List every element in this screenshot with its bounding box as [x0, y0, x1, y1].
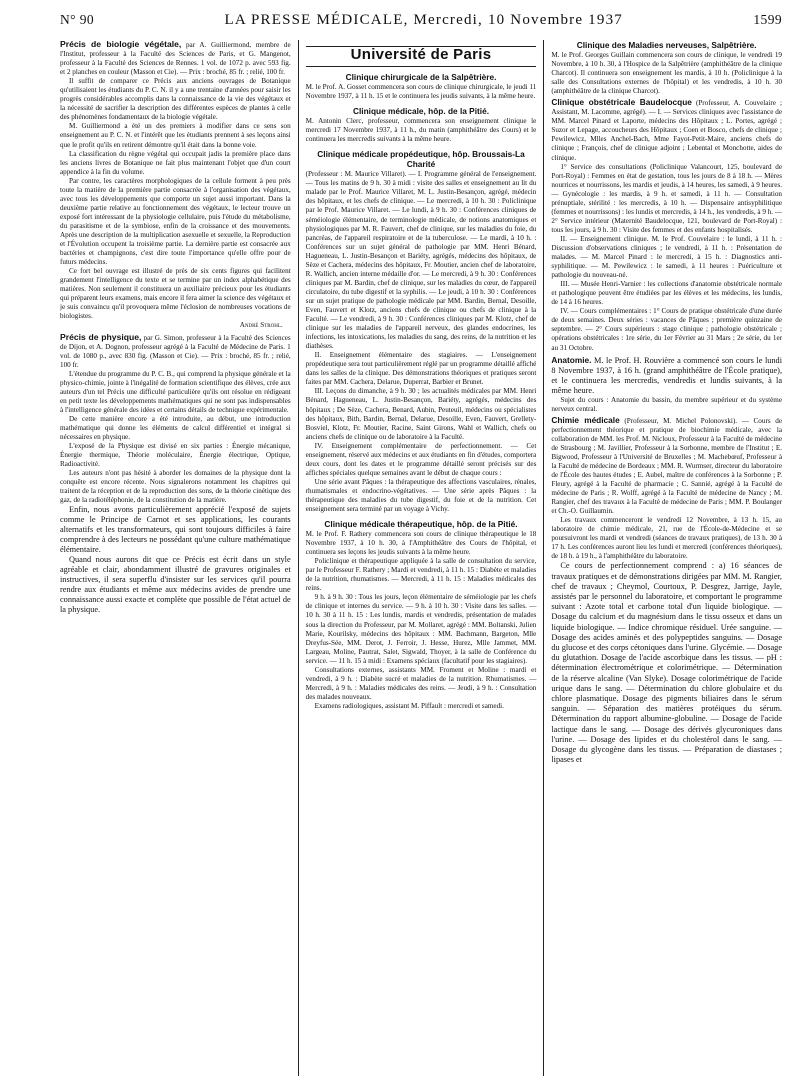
book-title: Précis de physique,: [60, 331, 142, 342]
paragraph: IV. Enseignement complémentaire de perfectionnement. — Cet enseignement, réservé aux médecins et aux étudiants en fin d'études, comportera deux cours, dont les dates et le programme détaillé seront précisés sur des affiches spéciales quelque semaines avant le début de chaque cours :: [305, 441, 537, 477]
paragraph: Policlinique et thérapeutique appliquée à la salle de consultation du service, par le Professeur F. Rathery ; Mardi et vendredi, à 11 h. 15 : Diabète et maladies de la nutrition, rhumatismes. — Mercredi, à 11 h. 15 : Maladies médicales des reins.: [305, 557, 537, 593]
page-header: [60, 12, 782, 34]
book-title: Précis de biologie végétale,: [60, 40, 182, 49]
paragraph: Il suffit de comparer ce Précis aux anciens ouvrages de Botanique qu'utilisaient les étudiants du P. C. N. il y a une trentaine d'années pour saisir les progrès considérables accomplis dans la connaissance de la vie des végétaux et la nécessité de sacrifier la description des différentes espèces de plantes à celle des phénomènes fondamentaux de la biologie végétale.: [60, 77, 291, 122]
course-heading: Anatomie.: [551, 354, 592, 365]
course-block: [551, 355, 782, 396]
column-1: [60, 40, 298, 1076]
paragraph: 9 h. à 9 h. 30 : Tous les jours, leçon élémentaire de séméiologie par les chefs de clinique et internes du service. — 9 h. à 10 h. 30 : Visite dans les salles. — 10 h. 30 à 11 h. 15 : Les lundis, mardis et vendredis, présentation de malades sous la direction du Professeur, par M. Mollaret, agrégé : MM. Boltanski, Julien Marie, Kourilsky, médecins des hôpitaux : MM. Bachmann, Bargeton, Mlle Dreyfus-Sée, MM. Derot, J. Ferroir, J. Hesse, Hurez, Mlle Jammet, MM. Largeau, Moline, Pautrat, Salet, Sigwald, Thoyer, à la salle de Conférence du service. — 11 h. 15 à midi : Examens spéciaux (facultatif pour les stagiaires).: [305, 593, 537, 665]
issue-number: N° 90: [60, 12, 95, 27]
paragraph: (Professeur, M. Michel Polonovski). — Cours de perfectionnement théorique et pratique de biochimie médicale, avec la collaboration de MM. les Prof. M. Nicloux, Professeur à la Faculté de médecine de Strasbourg ; M. Javillier, Professeur à la Sorbonne, membre de l'Institut ; E. Bigwood, Professeur à l'Université de Bruxelles ; M. Machebœuf, Professeur à la Faculté de médecine de Bordeaux ; MM. R. Wurmser, directeur du laboratoire de l'École des hautes études ; E. Aubel, maître de conférences à la Sorbonne ; P. Fleury, agrégé à la Faculté de pharmacie ; C. Sannié, agrégé à la Faculté de médecine de Paris ; R. Wolff, agrégé à la Faculté de médecine de Nancy ; M. Rangier, chef des travaux à la Faculté de médecine de Paris ; MM. P. Boulanger et Ch.-O. Guillaumin.: [551, 416, 783, 516]
book-reference: par G. Simon, professeur à la Faculté des Sciences de Dijon, et A. Dognon, professeur agrégé à la Faculté de Médecine de Paris. 1 vol. de 1080 p., avec 830 fig. (Masson et Cie). — Prix : broché, 85 fr. ; relié, 100 fr.: [60, 333, 291, 369]
masthead-title: LA PRESSE MÉDICALE: [224, 12, 404, 28]
column-3: [543, 40, 782, 1076]
paragraph: 1° Service des consultations (Policlinique Valancourt, 125, boulevard de Port-Royal) : Femmes en état de gestation, tous les jours de 8 à 18 h. — Mères nourrices et nourrissons, les mardis et jeudis, à 14 heures, les samedi, à 9 heures. — Gynécologie : les mardis, à 9 h. et samedi, à 11 h. — Consultation prénuptiale, stérilité : les mercredis, à 10 h. — Dispensaire antisyphilitique (femmes et nourrissons) : les lundis et mercredis, à 14 h., les vendredis, à 9 h. — 2° Service intérieur (Maternité Baudelocque, 121, boulevard de Port-Royal) : tous les jours, à 9 h. 30 : Visite des femmes et des enfants hospitalisés.: [551, 162, 783, 234]
course-heading: Clinique médicale propédeutique, hôp. Broussais-La Charité: [317, 149, 525, 170]
course-heading: Clinique chirurgicale de la Salpêtrière.: [345, 72, 497, 83]
course-heading: Chimie médicale: [551, 414, 620, 425]
review-signature: André Strohl.: [239, 321, 283, 330]
paragraph: III. — Musée Henri-Varnier : les collections d'anatomie obstétricale normale et pathologique peuvent être étudiées par les élèves et les médecins, les lundis, de 14 à 16 heures.: [551, 280, 783, 307]
paragraph: La classification du règne végétal qui occupait jadis la première place dans les anciens livres de Botanique ne fait plus maintenant l'objet que d'un court appendice à la fin du volume.: [60, 149, 291, 176]
paragraph: L'exposé de la Physique est divisé en six parties : Énergie mécanique, Énergie thermique, Théorie moléculaire, Énergie électrique, Optique, Radioactivité.: [60, 442, 291, 469]
paragraph: M. le Prof. H. Rouvière a commencé son cours le lundi 8 Novembre 1937, à 16 h. (grand amphithéâtre de l'École pratique), et le continuera les mercredis, vendredis et lundis suivants, à la même heure.: [551, 355, 783, 395]
university-title: Université de Paris: [350, 46, 492, 63]
book-reference: par A. Guilliermond, membre de l'Institut, professeur à la Faculté des Sciences de Paris, et G. Mangenot, professeur à la Faculté des Sciences de Rennes. 1 vol. de 1072 p. avec 593 fig. et 2 planches en couleur (Masson et Cie). — Prix : broché, 85 fr. ; relié, 100 fr.: [60, 41, 291, 77]
column-2: [298, 40, 544, 1076]
paragraph: M. le Prof. Georges Guillain commencera son cours de clinique, le vendredi 19 Novembre, à 10 h. 30, à l'Hospice de la Salpêtrière (amphithéâtre de la clinique Charcot). Il continuera son enseignement les mardis, à 10 h. (Policlinique à la salle des Consultations externes de l'hôpital) et les vendredis, à 10 h. 30 (amphithéâtre de la clinique Charcot).: [551, 51, 783, 96]
course-heading: Clinique médicale thérapeutique, hôp. de la Pitié.: [324, 519, 518, 530]
paragraph: (Professeur, A. Couvelaire ; Assistant, M. Lacomme, agrégé). — I. — Services cliniques avec l'assistance de MM. Marcel Pinard et Laporte, médecins des Hôpitaux ; L. Portes, agrégé ; Suzor et Lepage, accoucheurs des Hôpitaux ; Coen et Bosco, chefs de clinique ; Pewilewicz, Mlles Anchel-Bach, Mme Fayot-Petit-Maire, anciens chefs de clinique ; François, chef de clinique adjoint ; Lebental et Monchotte, aides de clinique.: [551, 99, 783, 162]
paragraph: Enfin, nous avons particulièrement apprécié l'exposé de sujets comme le Principe de Carnot et ses applications, les courants alternatifs et les transformateurs, qui sont toujours difficiles à faire comprendre à des lecteurs ne possédant qu'une culture mathématique élémentaire.: [60, 505, 291, 555]
columns: [60, 40, 782, 1076]
book-review-physics: [60, 333, 291, 370]
paragraph: Les auteurs n'ont pas hésité à aborder les domaines de la physique dont la conquête est encore récente. Nous signalerons notamment les chapitres qui traitent de la réception et de la reproduction des sons, de la théorie cinétique des gaz, de la radiotéléphonie, de la constitution de la matière.: [60, 469, 291, 505]
section-heading: [306, 46, 537, 67]
course-heading: Clinique des Maladies nerveuses, Salpêtrière.: [576, 40, 757, 50]
paragraph: Par contre, les caractères morphologiques de la cellule forment à peu près toute la matière de la première partie consacrée à l'organisation des végétaux, avec tous les développements que comporte un sujet aussi important. Dans la deuxième partie relative au fonctionnement des végétaux, le lecteur trouve un exposé fort intéressant de la physiologie cellulaire, puis l'étude du métabolisme, du parasitisme et de la symbiose, enfin de la croissance et des mouvements. Après une description de la multiplication asexuelle et sexuelle, la Reproduction et l'Évolution occupent la troisième partie. La dernière partie est consacrée aux bactéries et champignons, c'est dire toute l'importance qu'elle offre pour de futurs médecins.: [60, 176, 291, 267]
course-heading: Clinique obstétricale Baudelocque: [551, 97, 692, 108]
page-number: 1599: [753, 12, 782, 27]
paragraph: M. le Prof. A. Gosset commencera son cours de clinique chirurgicale, le jeudi 11 Novembre 1937, à 11 h. 15 et le continuera les jeudis suivants, à la même heure.: [305, 83, 537, 101]
paragraph: M. Guilliermond a été un des premiers à modifier dans ce sens son enseignement au P. C. N. et l'intérêt que les étudiants prennent à ses leçons ainsi que le profit qu'ils en retirent démontre qu'il était dans la bonne voie.: [60, 122, 291, 149]
paragraph: M. Antonin Clerc, professeur, commencera son enseignement clinique le mercredi 17 Novembre 1937, à 11 h., du matin (amphithéâtre des Cours) et le continuera les mercredis suivants à la même heure.: [305, 117, 537, 144]
paragraph: Ce cours de perfectionnement comprend : a) 16 séances de travaux pratiques et de démonstrations dirigées par MM. M. Rangier, chef de travaux ; Cheymol, Courtoux, P. Desgrez, Jarrige, Jayle, assistés par le personnel du laboratoire, et comportant le programme suivant : Azote total et carbone total d'un liquide biologique. — Dosage du calcium et du magnésium dans le tissu osseux et dans un liquide biologique. — Indice chromique résiduel. Urée sanguine. — Dosage des acides aminés et des polypeptides sanguins. — Dosage du glucose et des corps cétoniques dans l'urine. Glycémie. — Dosage du glutathion. Dosage de l'acide ascorbique dans les tissus. — pH : détermination électrométrique et colorimétrique. — Détermination de la réserve alcaline (Van Slyke). Dosage colorimétrique de l'acide urique dans le sang. — Détermination du chlore globulaire et du chlore plasmatique. Dosage des pigments biliaires dans le sérum sanguin. — Séparation des matières protéiques du sérum. Détermination du rapport albumine-globuline. — Dosage de l'acide lactique dans le sang. — Dosage des dérivés glycuroniques dans l'urine. — Dosage des lipides et du cholestérol dans le sang. — Dosage du glycogène dans les tissus. — Préparation de diastases ; lipases et: [551, 561, 783, 765]
paragraph: III. Leçons du dimanche, à 9 h. 30 ; les actualités médicales par MM. Henri Bénard, Hagueneau, L. Justin-Besançon, Bariéty, agrégés, médecins des hôpitaux ; De Sèze, Cachera, Benard, Aubin, Peuteuil, médecins ou spécialistes des hôpitaux, Bith, Bardin, Bernal, Delarue, Desoille, Even, Fauvert, Grellety-Bosviel, Klotz, Fr. Moutier, Racine, Saint Girons, Wahl et Wallich, chefs ou anciens chefs de clinique ou de laboratoire à la Faculté.: [305, 387, 537, 441]
paragraph: Une série avant Pâques : la thérapeutique des affections vasculaires, rénales, rhumatismales et endocrino-végétatives. — Une série après Pâques : la thérapeutique des maladies du tube digestif, du foie et de la nutrition. Cet enseignement sera terminé par un voyage à Vichy.: [305, 477, 537, 514]
course-block: [551, 416, 782, 517]
issue-date: Mercredi, 10 Novembre 1937: [413, 12, 623, 28]
paragraph: II. Enseignement élémentaire des stagiaires. — L'enseignement propédeutique sera tout particulièrement réglé par un programme détaillé affiché dans les salles de la clinique. Des démonstrations théoriques et pratiques seront faites par MM. Cachera, Delarue, Duperrat, Barbier et Brunet.: [305, 351, 537, 387]
paragraph: Ce fort bel ouvrage est illustré de près de six cents figures qui facilitent grandement l'intelligence du texte et se termine par un index alphabétique des matières. Non seulement il constituera un auxiliaire précieux pour les étudiants qui préparent leurs examens, mais encore il fera aimer la science des végétaux et je suis convaincu qu'il provoquera même l'éclosion de nombreuses vocations de biologistes.: [60, 267, 291, 321]
paragraph: M. le Prof. F. Rathery commencera son cours de clinique thérapeutique le 18 Novembre 1937, à 10 h. 30, à l'Amphithéâtre des Cours de l'hôpital, et continuera ses leçons les jeudis suivants à la même heure.: [305, 530, 537, 557]
paragraph: IV. — Cours complémentaires : 1° Cours de pratique obstétricale d'une durée de deux semaines. Deux séries : vacances de Pâques ; première quinzaine de septembre. — 2° Cours supérieurs : stage clinique ; pathologie obstétricale ; opérations obstétricales : 1re série, du 1er Février au 31 Mars ; 2e série, du 1er au 31 Octobre.: [551, 307, 783, 352]
paragraph: (Professeur : M. Maurice Villaret). — I. Programme général de l'enseignement. — Tous les matins de 9 h. 30 à midi : visite des salles et enseignement au lit du malade par le Prof. Maurice Villaret, M. L. Justin-Besançon, agrégé, médecin des hôpitaux, et les chefs de clinique. — Le mercredi, à 10 h. 30 : Policlinique par le Prof. Maurice Villaret. — Le lundi, à 9 h. 30 : Conférences cliniques de séméiologie élémentaire, de terminologie médicale, de notions anatomiques et physiologiques par M. R. Fauvert, chef de clinique, sur les maladies du foie, du pancréas, de l'appareil respiratoire et de la tuberculose. — Le mardi, à 10 h. : Conférences sur un sujet général de pathologie par MM. Henri Bénard, Hagueneau, L. Justin-Besançon et Bariéty, agrégés, médecins des hôpitaux, de Sèze et Cachera, médecins des hôpitaux, Fr. Moutier, ancien chef de laboratoire, R. Wallich, ancien interne médaille d'or. — Le mercredi, à 9 h. 30 : Conférences cliniques par M. Bardin, chef de clinique, sur les maladies du cœur, de l'appareil circulatoire, du tube digestif et la syphilis. — Le jeudi, à 10 h. 30 : Conférences sur un sujet pratique de pathologie médicale par MM. Bardin, Bernal, Desoille, Even, Fauvert et Klotz, anciens chefs de clinique ou chefs de clinique à la Faculté. — Le vendredi, à 9 h. 30 : Conférences cliniques par M. Klotz, chef de clinique sur les maladies de l'appareil nerveux, des glandes endocrines, les infections, les intoxications, les maladies du sang, des reins, de la nutrition et les diathèses.: [305, 170, 537, 351]
course-block: [551, 98, 782, 162]
course-heading: Clinique médicale, hôp. de la Pitié.: [353, 106, 490, 117]
paragraph: Examens radiologiques, assistant M. Piffault : mercredi et samedi.: [314, 701, 504, 710]
paragraph: Sujet du cours : Anatomie du bassin, du membre supérieur et du système nerveux central.: [551, 395, 783, 413]
paragraph: Consultations externes, assistants MM. Froment et Moline : mardi et vendredi, à 9 h. : Diabète sucré et maladies de la nutrition. Rhumatismes. — Mercredi, à 9 h. : Maladies médicales des reins. — Jeudi, à 9 h. : Consultation des malades nouveaux.: [305, 665, 537, 701]
paragraph: De cette manière encore a été introduite, au début, une introduction mathématique qui donne les éléments de calcul différentiel et intégral si nécessaires en physique.: [60, 414, 291, 442]
paragraph: II. — Enseignement clinique. M. le Prof. Couvelaire : le lundi, à 11 h. : Discussion d'observations cliniques ; le vendredi, à 11 h. : Présentation de malades. — M. Marcel Pinard : le mercredi, à 15 h. : Diagnostics anti-syphilitique. — M. Pewilewicz : le samedi, à 11 heures : Puériculture et pathologie du nouveau-né.: [551, 234, 783, 280]
paragraph: L'étendue du programme du P. C. B., qui comprend la physique générale et la physico-chimie, jointe à l'inégalité de formation scientifique des élèves, crée aux auteurs d'un tel Précis une difficulté particulière qu'ils ont résolue en rédigeant en petit texte les développements mathématiques qui ne sont pas indispensables à l'intelligence générale des idées et certains détails de technique expérimentale.: [60, 369, 291, 414]
paragraph: Les travaux commenceront le vendredi 12 Novembre, à 13 h. 15, au laboratoire de chimie médicale, 21, rue de l'École-de-Médecine et se poursuivront les mardi et vendredi (séances de travaux pratiques), de 13 h. 30 à 17 h. Les conférences auront lieu les lundi et mercredi (conférences théoriques), de 18 h. à 19 h., à l'amphithéâtre du laboratoire.: [551, 516, 783, 561]
paragraph: Quand nous aurons dit que ce Précis est écrit dans un style agréable et clair, abondamment illustré de gravures originales et instructives, il sera superflu d'insister sur les services qu'il pourra rendre aux étudiants et même aux médecins avides de prendre une connaissance aussi exacte et complète que possible de l'état actuel de la physique.: [60, 555, 291, 615]
book-review-biology: [60, 40, 291, 77]
masthead: LA PRESSE MÉDICALE, Mercredi, 10 Novembre 1937: [224, 12, 623, 28]
